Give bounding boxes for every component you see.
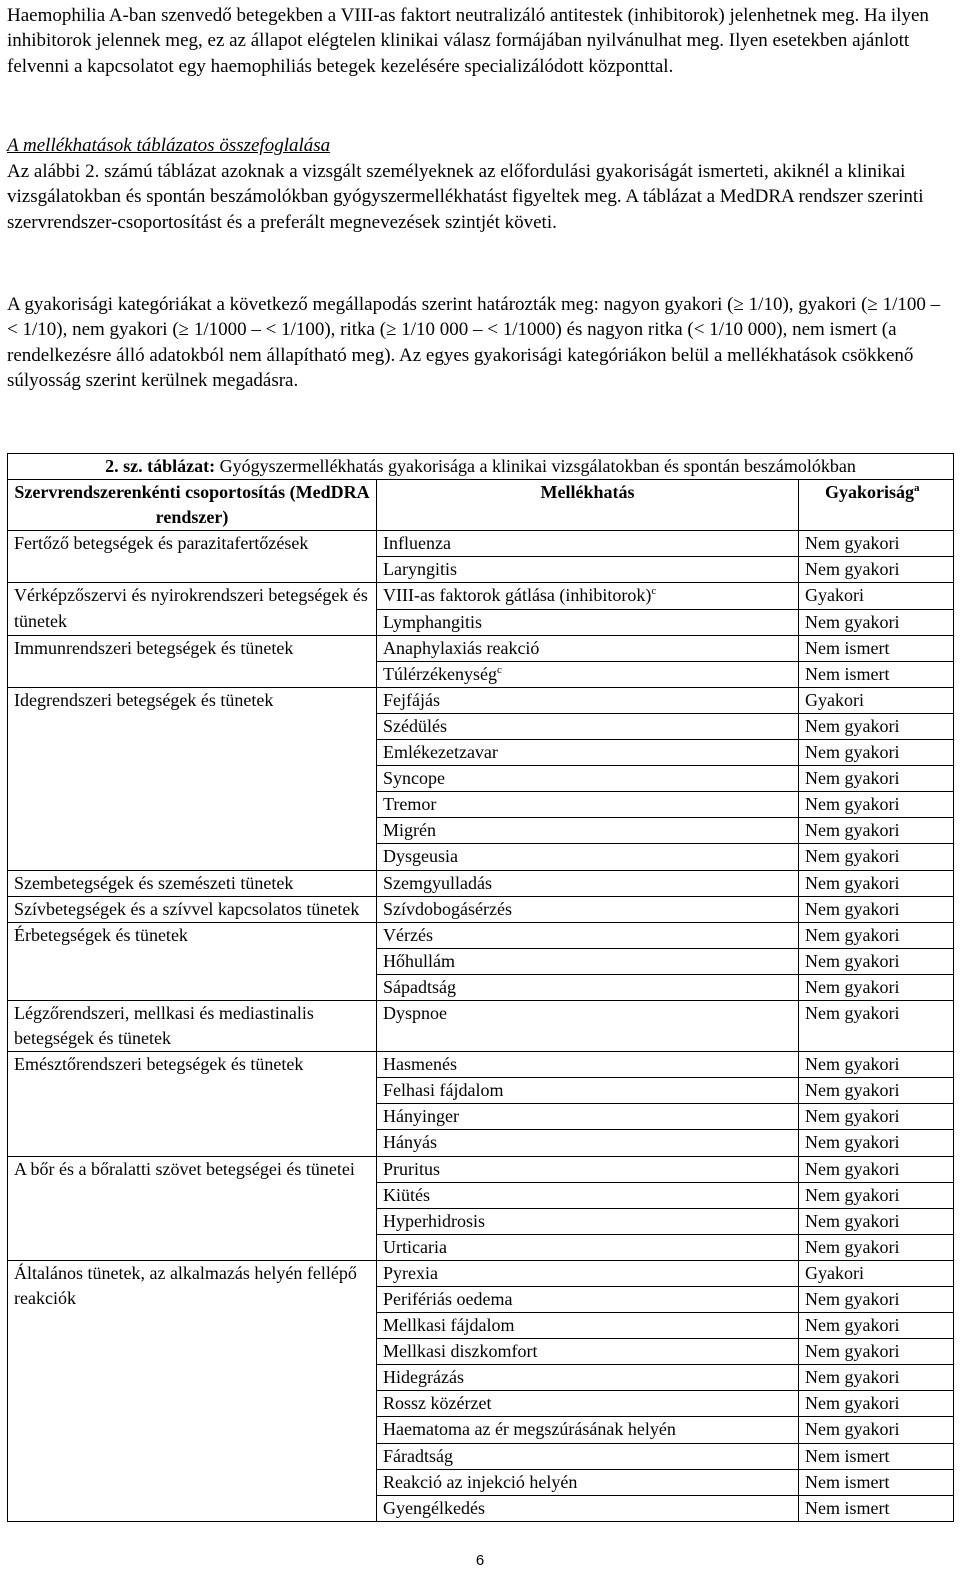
table-row [8, 531, 954, 557]
reaction-footnote: c [496, 663, 502, 676]
reaction-cell [377, 1417, 799, 1443]
table-row [8, 922, 954, 948]
reaction-text: Pruritus [383, 1158, 441, 1179]
reaction-text: Hányás [383, 1132, 437, 1153]
soc-cell: Szembetegségek és szemészeti tünetek [8, 870, 377, 896]
reaction-text: Sápadtság [383, 976, 456, 997]
reaction-text: Felhasi fájdalom [383, 1080, 504, 1101]
reaction-text: Szemgyulladás [383, 872, 492, 893]
frequency-cell: Nem gyakori [799, 766, 954, 792]
frequency-cell: Nem gyakori [799, 713, 954, 739]
reaction-cell [377, 1365, 799, 1391]
reaction-cell [377, 635, 799, 661]
reaction-cell [377, 1208, 799, 1234]
reaction-text: Syncope [383, 768, 445, 789]
frequency-cell: Nem ismert [799, 1443, 954, 1469]
frequency-cell: Nem gyakori [799, 922, 954, 948]
reaction-text: Laryngitis [383, 559, 457, 580]
frequency-cell: Nem gyakori [799, 609, 954, 635]
reaction-text: Mellkasi fájdalom [383, 1315, 515, 1336]
frequency-cell: Nem gyakori [799, 1104, 954, 1130]
soc-cell: Légzőrendszeri, mellkasi és mediastinalis betegségek és tünetek [8, 1000, 377, 1051]
reaction-cell [377, 713, 799, 739]
frequency-cell: Nem gyakori [799, 818, 954, 844]
frequency-cell: Nem ismert [799, 661, 954, 687]
table-row [8, 1052, 954, 1078]
frequency-cell: Nem gyakori [799, 1417, 954, 1443]
table-row [8, 583, 954, 609]
reaction-text: Hányinger [383, 1106, 459, 1127]
soc-cell: Immunrendszeri betegségek és tünetek [8, 635, 377, 687]
header-reaction: Mellékhatás [377, 480, 799, 531]
reaction-cell [377, 609, 799, 635]
reaction-cell [377, 583, 799, 609]
reaction-cell [377, 896, 799, 922]
frequency-cell: Nem gyakori [799, 1052, 954, 1078]
reaction-cell [377, 1052, 799, 1078]
reaction-text: Anaphylaxiás reakció [383, 637, 540, 658]
reaction-text: Hidegrázás [383, 1367, 464, 1388]
section-heading: A mellékhatások táblázatos összefoglalása [7, 135, 331, 156]
reaction-cell [377, 1156, 799, 1182]
reaction-text: Kiütés [383, 1184, 430, 1205]
table-row [8, 687, 954, 713]
frequency-cell: Nem gyakori [799, 948, 954, 974]
soc-cell: Emésztőrendszeri betegségek és tünetek [8, 1052, 377, 1156]
header-frequency-label: Gyakoriság [825, 482, 915, 503]
reaction-cell [377, 740, 799, 766]
frequency-cell: Nem gyakori [799, 1182, 954, 1208]
reaction-text: Haematoma az ér megszúrásának helyén [383, 1419, 676, 1440]
reaction-text: Hyperhidrosis [383, 1210, 485, 1231]
reaction-text: Pyrexia [383, 1262, 438, 1283]
header-frequency-footnote: a [914, 482, 920, 495]
frequency-cell: Nem gyakori [799, 896, 954, 922]
reaction-text: Szívdobogásérzés [383, 898, 512, 919]
header-soc: Szervrendszerenkénti csoportosítás (MedDRA rendszer) [8, 480, 377, 531]
header-frequency [799, 480, 954, 531]
reaction-cell [377, 661, 799, 687]
reaction-cell [377, 1000, 799, 1051]
reaction-text: Lymphangitis [383, 611, 482, 632]
frequency-cell: Gyakori [799, 687, 954, 713]
table-row [8, 870, 954, 896]
reaction-footnote: c [651, 585, 657, 598]
frequency-cell: Nem gyakori [799, 1208, 954, 1234]
frequency-cell: Gyakori [799, 583, 954, 609]
intro-paragraph: Haemophilia A-ban szenvedő betegekben a VIII-as faktort neutralizáló antitestek (inhibitorok) jelenhetnek meg. Ha ilyen inhibitorok jelennek meg, ez az állapot elégtelen klinikai válasz formájában nyilvánulhat meg. Ilyen esetekben ajánlott felvenni a kapcsolatot egy haemophiliás betegek kezelésére specializálódott központtal. [7, 5, 929, 77]
frequency-cell: Nem gyakori [799, 1391, 954, 1417]
frequency-cell: Nem gyakori [799, 1365, 954, 1391]
table-caption-row [8, 454, 954, 480]
soc-cell: Érbetegségek és tünetek [8, 922, 377, 1000]
page-number: 6 [475, 1552, 485, 1569]
reaction-text: Hasmenés [383, 1054, 457, 1075]
reaction-cell [377, 1443, 799, 1469]
reaction-cell [377, 1234, 799, 1260]
soc-cell: Szívbetegségek és a szívvel kapcsolatos tünetek [8, 896, 377, 922]
reaction-cell [377, 687, 799, 713]
reaction-text: Perifériás oedema [383, 1289, 513, 1309]
reaction-cell [377, 948, 799, 974]
reaction-cell [377, 870, 799, 896]
reaction-text: Túlérzékenység [383, 663, 497, 684]
frequency-cell: Nem gyakori [799, 1313, 954, 1339]
frequency-cell: Nem ismert [799, 1469, 954, 1495]
reaction-cell [377, 1130, 799, 1156]
reaction-cell [377, 844, 799, 870]
reaction-text: Urticaria [383, 1236, 447, 1257]
reaction-cell [377, 557, 799, 583]
reaction-cell [377, 792, 799, 818]
table-caption-text: Gyógyszermellékhatás gyakorisága a klinikai vizsgálatokban és spontán beszámolókban [215, 456, 856, 476]
description-paragraph: Az alábbi 2. számú táblázat azoknak a vizsgált személyeknek az előfordulási gyakoriságát ismerteti, akiknél a klinikai vizsgálatokban és spontán beszámolókban gyógyszermellékhatást figyeltek meg. A táblázat a MedDRA rendszer szerinti szervrendszer-csoportosítást és a preferált megnevezések szintjét követi. [7, 161, 924, 233]
reaction-cell [377, 1391, 799, 1417]
soc-cell: A bőr és a bőralatti szövet betegségei és tünetei [8, 1156, 377, 1260]
reaction-text: Hőhullám [383, 950, 455, 971]
reaction-text: Mellkasi diszkomfort [383, 1341, 538, 1362]
reaction-text: Rossz közérzet [383, 1393, 492, 1414]
reaction-text: Gyengélkedés [383, 1497, 485, 1518]
frequency-cell: Nem gyakori [799, 1339, 954, 1365]
frequency-cell: Nem gyakori [799, 531, 954, 557]
reaction-cell [377, 766, 799, 792]
frequency-cell: Nem gyakori [799, 557, 954, 583]
frequency-cell: Nem gyakori [799, 1287, 954, 1313]
frequency-cell: Nem gyakori [799, 792, 954, 818]
frequency-cell: Nem gyakori [799, 974, 954, 1000]
table-row [8, 1260, 954, 1286]
table-caption-number: 2. sz. táblázat: [105, 456, 216, 476]
reaction-text: Reakció az injekció helyén [383, 1471, 578, 1492]
frequency-cell: Nem gyakori [799, 1156, 954, 1182]
reaction-text: Szédülés [383, 715, 447, 736]
frequency-definition-paragraph: A gyakorisági kategóriákat a következő megállapodás szerint határozták meg: nagyon gyakori (≥ 1/10), gyakori (≥ 1/100 – < 1/10), nem gyakori (≥ 1/1000 – < 1/100), ritka (≥ 1/10 000 – < 1/1000) és nagyon ritka (< 1/10 000), nem ismert (a rendelkezésre álló adatokból nem állapítható meg). Az egyes gyakorisági kategóriákon belül a mellékhatások csökkenő súlyosság szerint kerülnek megadásra. [7, 294, 941, 391]
frequency-cell: Nem gyakori [799, 740, 954, 766]
reaction-cell [377, 1495, 799, 1521]
soc-cell: Általános tünetek, az alkalmazás helyén fellépő reakciók [8, 1260, 377, 1521]
reaction-text: Fejfájás [383, 689, 440, 710]
frequency-cell: Nem gyakori [799, 1130, 954, 1156]
frequency-cell: Nem gyakori [799, 844, 954, 870]
reaction-cell [377, 1287, 799, 1313]
frequency-cell: Nem gyakori [799, 1078, 954, 1104]
reaction-cell [377, 1339, 799, 1365]
table-row [8, 635, 954, 661]
reaction-cell [377, 531, 799, 557]
reaction-cell [377, 1078, 799, 1104]
frequency-cell: Gyakori [799, 1260, 954, 1286]
reaction-cell [377, 1104, 799, 1130]
table-row [8, 1000, 954, 1051]
soc-cell: Idegrendszeri betegségek és tünetek [8, 687, 377, 870]
reaction-text: Fáradtság [383, 1445, 453, 1466]
reaction-cell [377, 818, 799, 844]
frequency-cell: Nem ismert [799, 635, 954, 661]
soc-cell: Vérképzőszervi és nyirokrendszeri betegségek és tünetek [8, 583, 377, 635]
frequency-cell: Nem gyakori [799, 1000, 954, 1051]
soc-cell: Fertőző betegségek és parazitafertőzések [8, 531, 377, 583]
reaction-text: Dyspnoe [383, 1002, 447, 1023]
table-row [8, 1156, 954, 1182]
reaction-text: Vérzés [383, 924, 433, 945]
table-body [8, 531, 954, 1522]
table-header-row [8, 480, 954, 531]
reaction-text: Dysgeusia [383, 846, 458, 867]
table-row [8, 896, 954, 922]
reaction-cell [377, 974, 799, 1000]
frequency-cell: Nem ismert [799, 1495, 954, 1521]
table-caption [8, 454, 954, 480]
reaction-text: Influenza [383, 533, 451, 554]
frequency-cell: Nem gyakori [799, 1234, 954, 1260]
reaction-text: Tremor [383, 794, 437, 815]
reaction-cell [377, 1182, 799, 1208]
reaction-cell [377, 1260, 799, 1286]
reaction-cell [377, 1469, 799, 1495]
adverse-reactions-table [7, 453, 954, 1522]
reaction-cell [377, 922, 799, 948]
reaction-text: Emlékezetzavar [383, 742, 498, 763]
reaction-cell [377, 1313, 799, 1339]
frequency-cell: Nem gyakori [799, 870, 954, 896]
reaction-text: Migrén [383, 820, 436, 841]
reaction-text: VIII-as faktorok gátlása (inhibitorok) [383, 585, 652, 606]
